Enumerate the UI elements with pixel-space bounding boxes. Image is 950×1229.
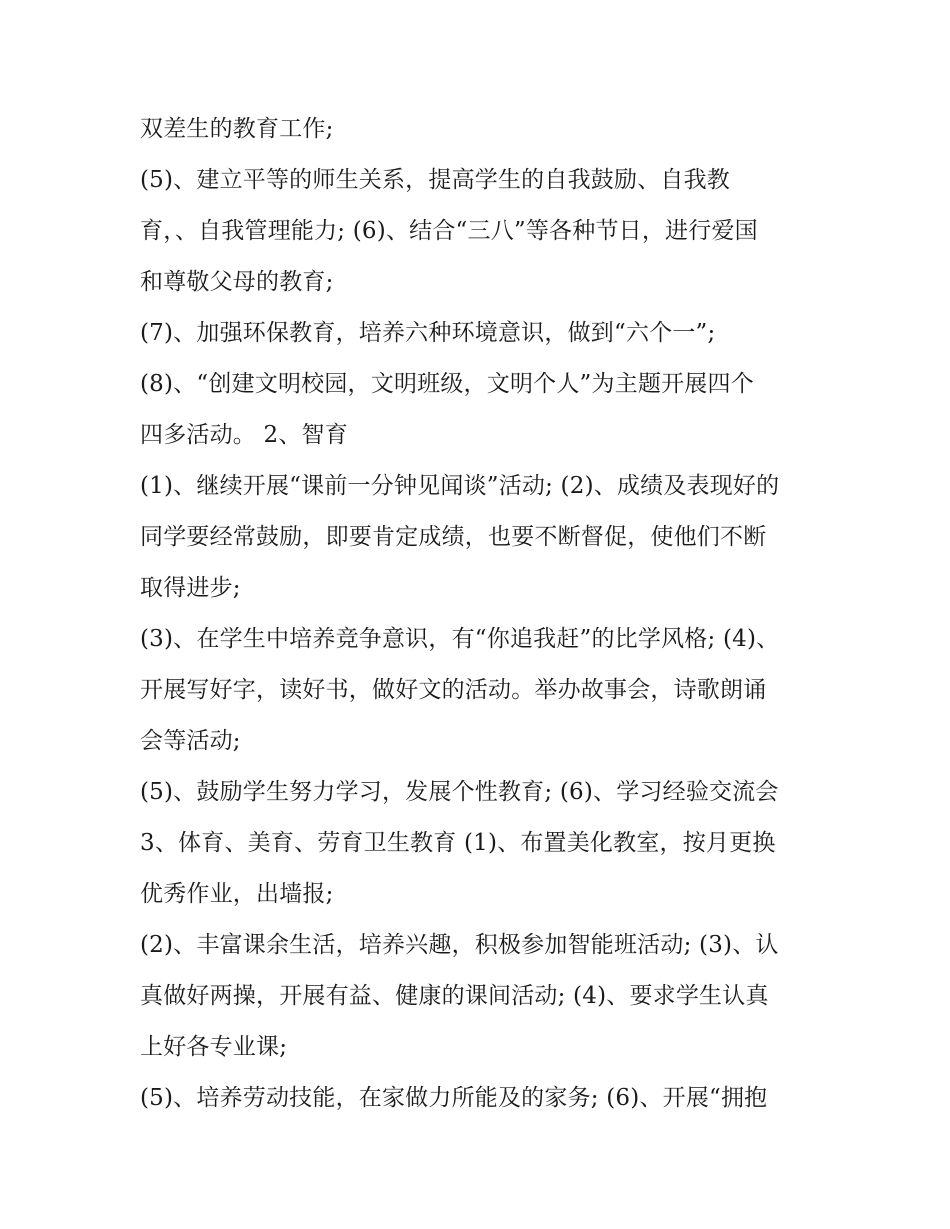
text-line: (1)、继续开展“课前一分钟见闻谈”活动; (2)、成绩及表现好的 — [140, 473, 780, 499]
text-line: 会等活动; — [140, 728, 241, 754]
text-line: (3)、在学生中培养竞争意识，有“你追我赶”的比学风格; (4)、 — [140, 626, 780, 652]
text-line: 双差生的教育工作; — [140, 116, 334, 142]
text-line: (7)、加强环保教育，培养六种环境意识，做到“六个一”; — [140, 320, 716, 346]
text-line: (5)、建立平等的师生关系，提高学生的自我鼓励、自我教 — [140, 167, 730, 193]
text-line: (8)、“创建文明校园，文明班级，文明个人”为主题开展四个 — [140, 371, 754, 397]
text-line: 同学要经常鼓励，即要肯定成绩，也要不断督促，使他们不断 — [140, 524, 767, 550]
text-line: 上好各专业课; — [140, 1034, 288, 1060]
text-line: 四多活动。 2、智育 — [140, 422, 348, 448]
text-line: 开展写好字，读好书，做好文的活动。举办故事会，诗歌朗诵 — [140, 677, 767, 703]
text-line: 优秀作业，出墙报; — [140, 881, 334, 907]
text-line: 3、体育、美育、劳育卫生教育 (1)、布置美化教室，按月更换 — [140, 830, 776, 856]
text-line: 真做好两操，开展有益、健康的课间活动; (4)、要求学生认真 — [140, 983, 769, 1009]
text-line: (5)、培养劳动技能，在家做力所能及的家务; (6)、开展“拥抱 — [140, 1085, 768, 1111]
text-line: 和尊敬父母的教育; — [140, 269, 334, 295]
text-line: 育，、自我管理能力; (6)、结合“三八”等各种节日，进行爱国 — [140, 218, 758, 244]
text-line: (5)、鼓励学生努力学习，发展个性教育; (6)、学习经验交流会 — [140, 779, 779, 805]
text-line: (2)、丰富课余生活，培养兴趣，积极参加智能班活动; (3)、认 — [140, 932, 779, 958]
text-line: 取得进步; — [140, 575, 241, 601]
document-body — [140, 104, 820, 1124]
